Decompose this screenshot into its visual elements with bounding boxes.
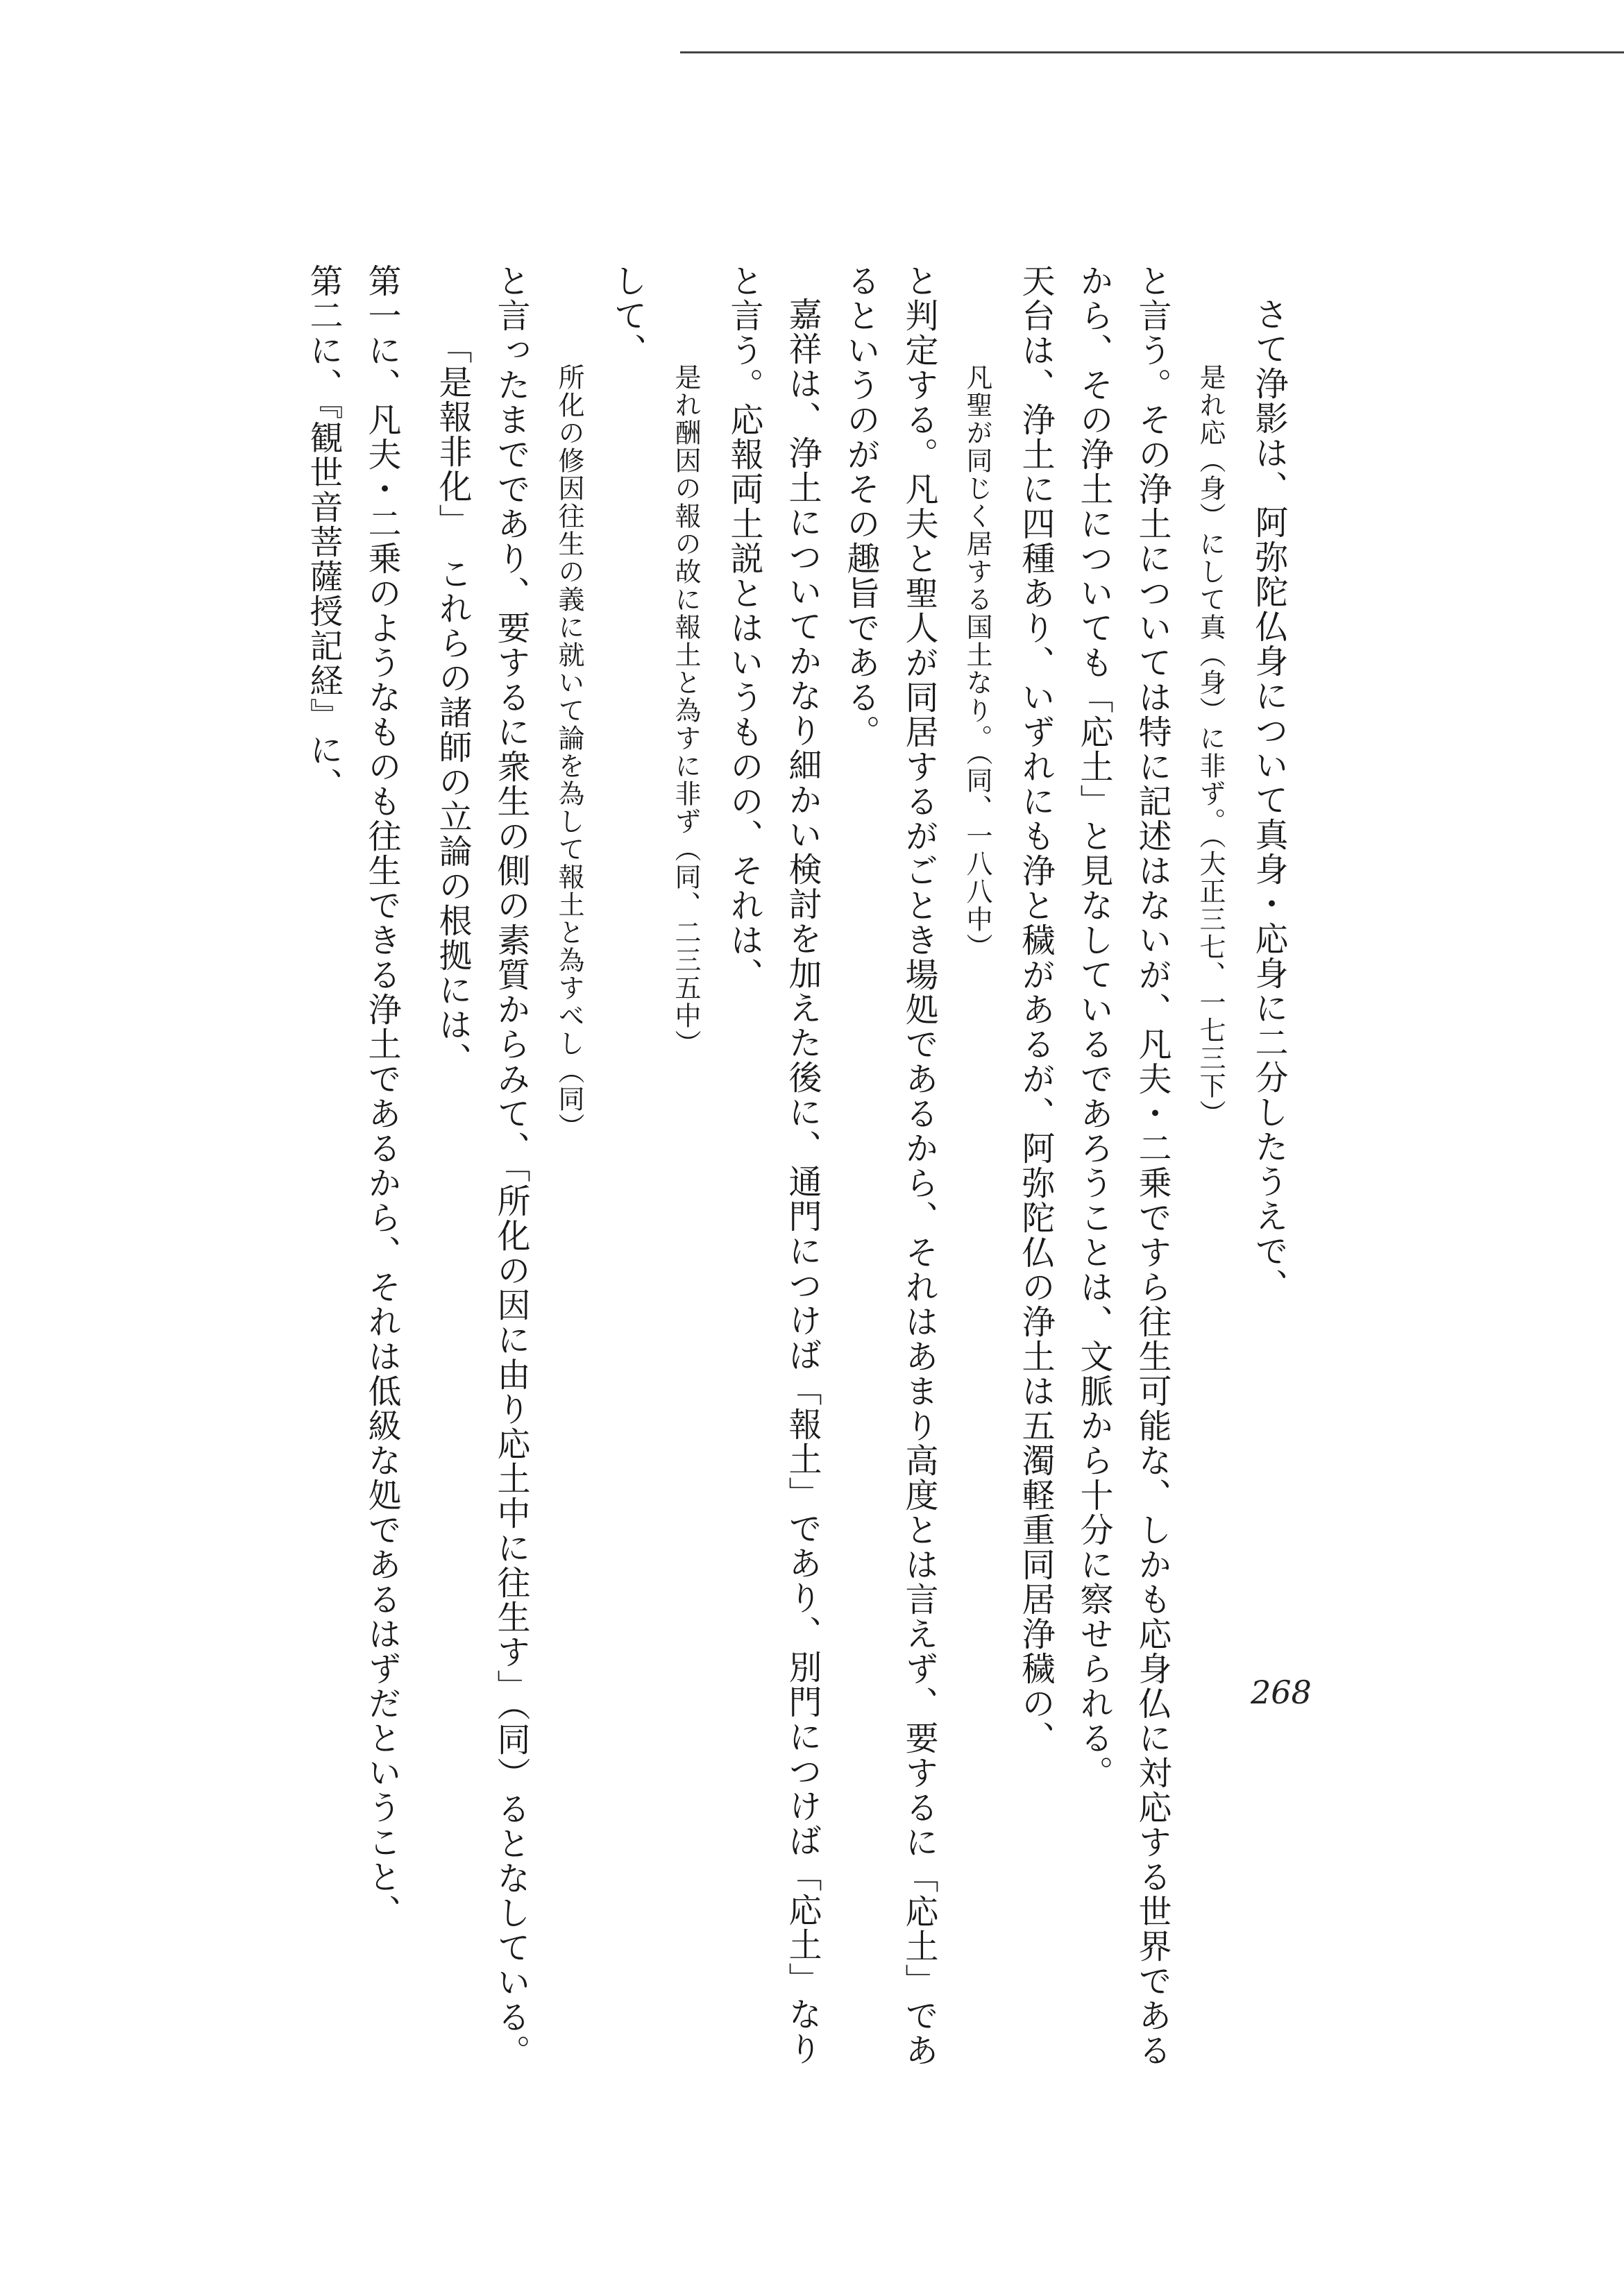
text-column-2: と言う。その浄土については特に記述はないが、凡夫・二乗ですら往生可能な、しかも応身仏に対応する世界である [1133,264,1172,2068]
quote-column-4: 所化の修因往生の義に就いて論を為して報土と為すべし（同） [554,364,584,1141]
text-column-11: 第一に、凡夫・二乗のようなものも往生できる浄土であるから、それは低級な処であるはずだということ、 [362,264,401,1929]
text-column-4: 天台は、浄土に四種あり、いずれにも浄と穢があるが、阿弥陀仏の浄土は五濁軽重同居浄穢の、 [1016,264,1055,1755]
text-column-8: と言う。応報両土説とはいうものの、それは、 [725,264,763,992]
top-rule [680,51,1624,53]
section-heading-column: 「是報非化」 これらの諸師の立論の根拠には、 [433,330,472,1077]
text-column-1: さて浄影は、阿弥陀仏身について真身・応身に二分したうえで、 [1249,297,1288,1303]
quote-column-3: 是れ酬因の報の故に報土と為すに非ず（同、二三五中） [670,364,701,1057]
text-column-10: と言ったまでであり、要するに衆生の側の素質からみて、「所化の因に由り応土中に往生す」（同）るとなしている。 [491,264,530,2069]
page-number: 268 [1251,1674,1312,1711]
text-column-12: 第二に、『観世音菩薩授記経』に、 [304,264,343,802]
quote-column-2: 凡聖が同じく居する国土なり。（同、一八八中） [962,364,992,961]
text-column-6: るというのがその趣旨である。 [841,264,880,749]
quote-column-1: 是れ応（身）にして真（身）に非ず。（大正三七、一七三下） [1195,364,1226,1128]
text-column-7: 嘉祥は、浄土についてかなり細かい検討を加えた後に、通門につけば「報土」であり、別門につけば「応土」なり [783,297,822,2066]
text-column-3: から、その浄土についても「応土」と見なしているであろうことは、文脈から十分に察せられる。 [1074,264,1113,1790]
text-column-9: して、 [608,264,647,368]
text-column-5: と判定する。凡夫と聖人が同居するがごとき場処であるから、それはあまり高度とは言えず、要するに「応土」であ [899,264,938,2068]
vertical-text-body [294,264,1298,2082]
